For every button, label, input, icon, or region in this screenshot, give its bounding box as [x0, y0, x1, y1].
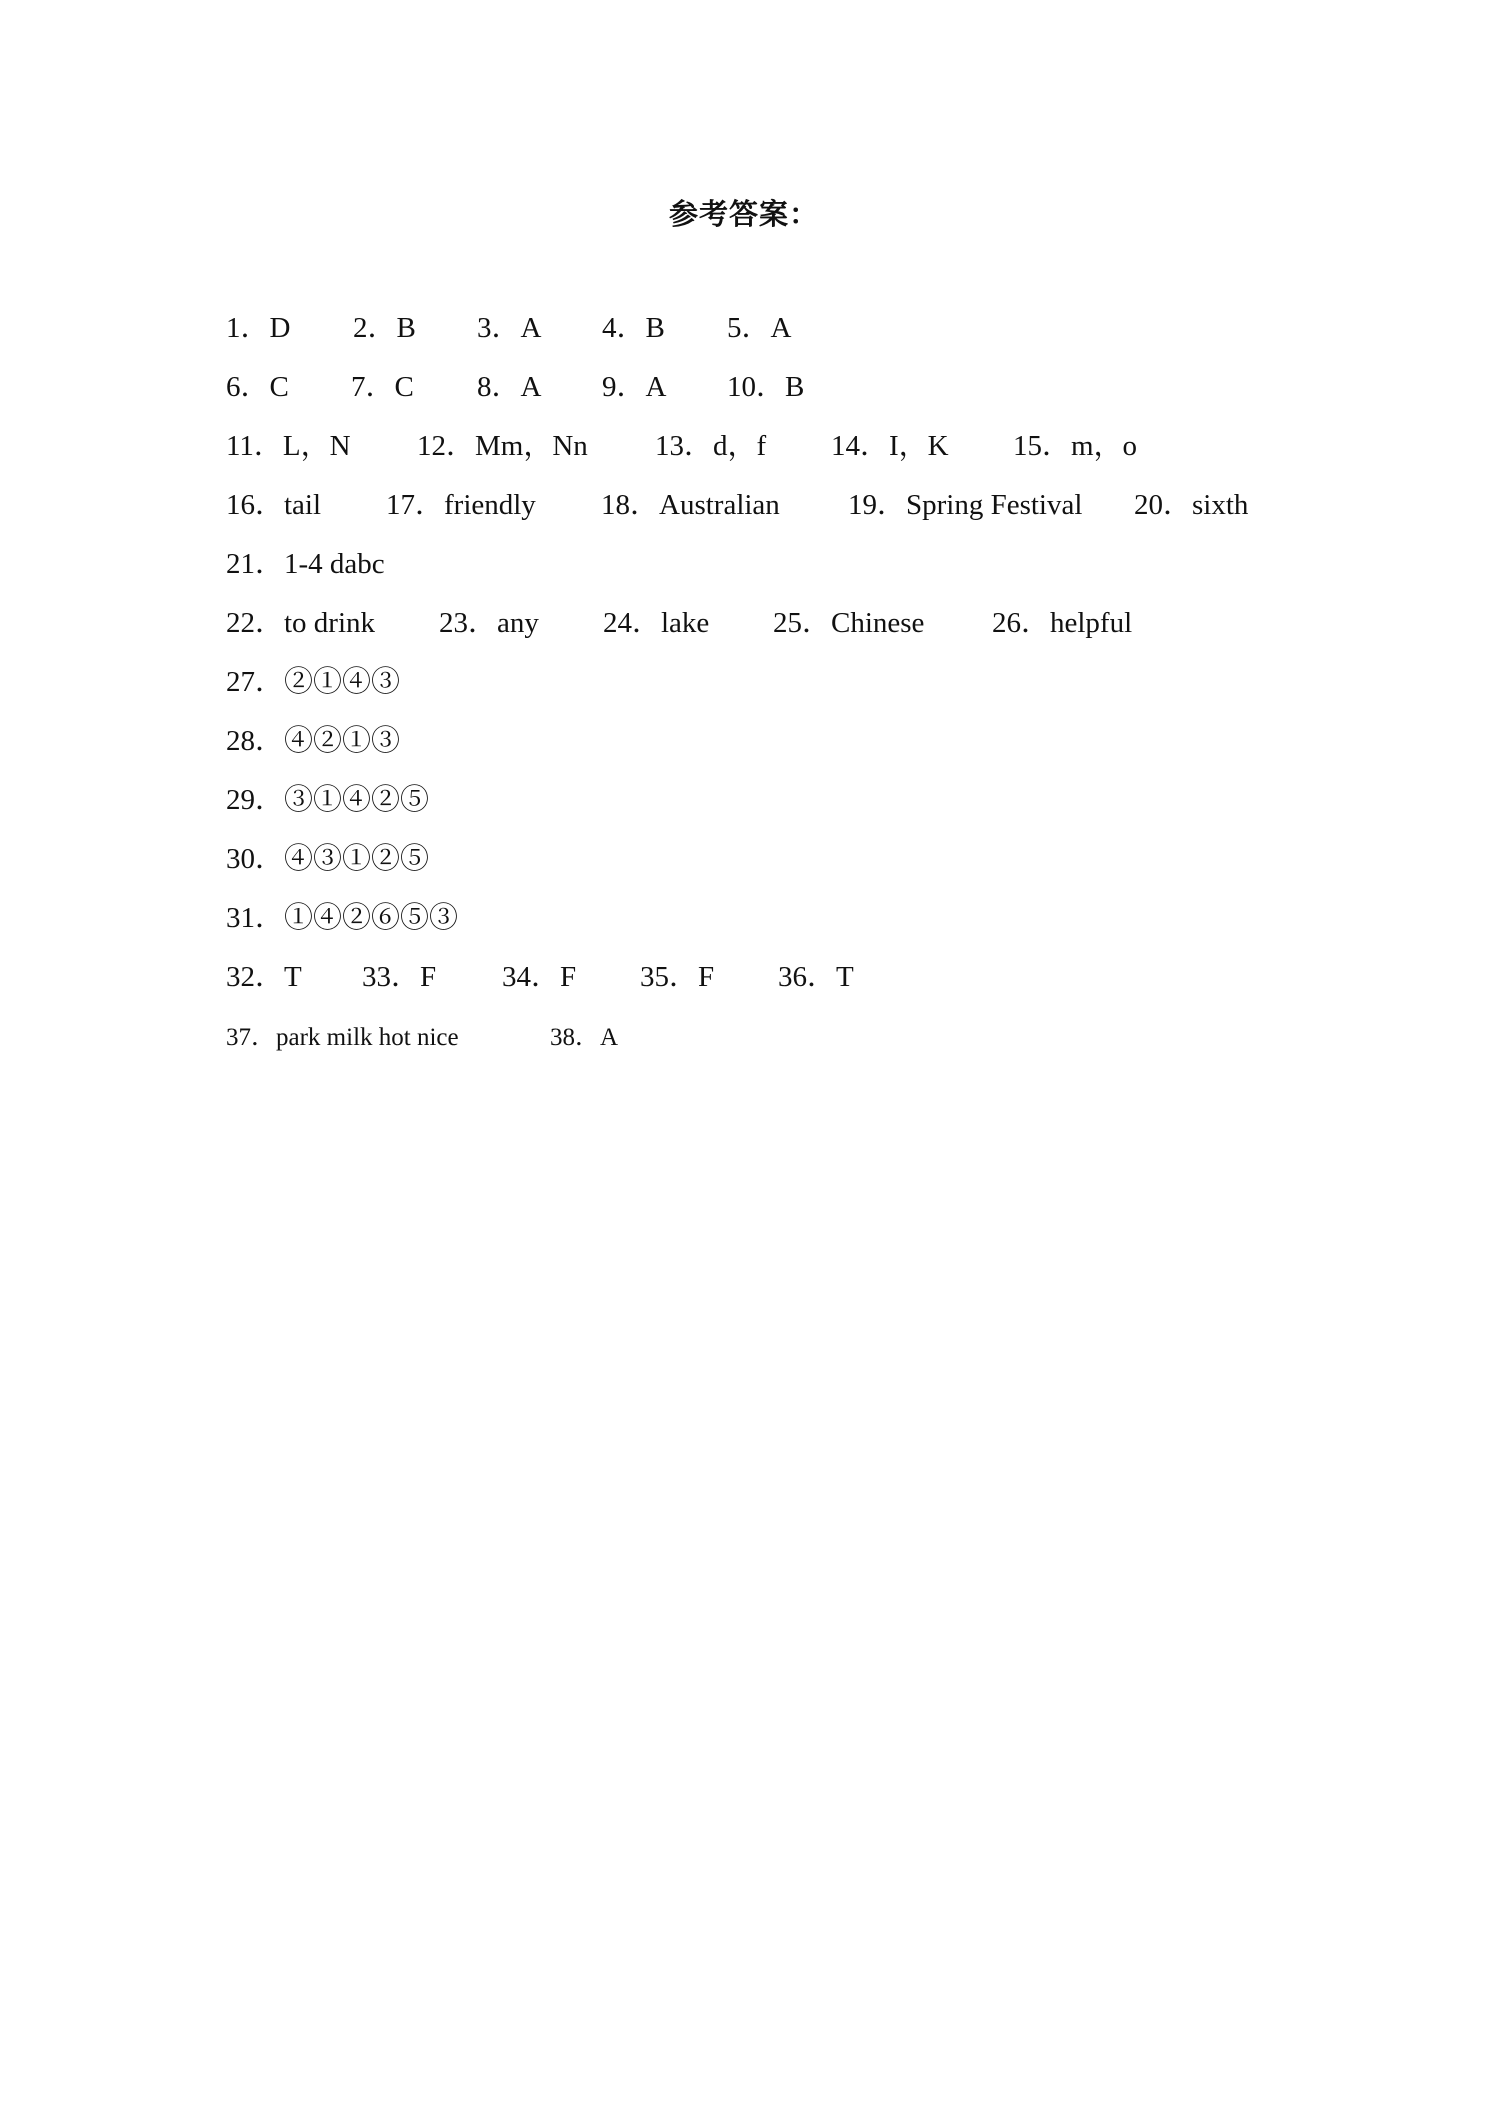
answer-item: 10．B: [727, 371, 805, 403]
answer-item: 15．m，o: [1013, 430, 1138, 462]
answer-item: 9．A: [602, 371, 667, 403]
answer-item: 22．to drink: [226, 607, 376, 639]
answer-item: 12．Mm，Nn: [417, 430, 588, 462]
answer-item: 20．sixth: [1134, 489, 1249, 521]
answer-item: 32．T: [226, 961, 302, 993]
answer-item: 18．Australian: [601, 489, 780, 521]
page-title: 参考答案：: [668, 197, 819, 231]
answer-item: 31．①④②⑥⑤③: [226, 902, 459, 934]
answer-item: 13．d，f: [655, 430, 767, 462]
answer-item: 2．B: [353, 312, 416, 344]
answer-item: 17．friendly: [386, 489, 536, 521]
answer-item: 34．F: [502, 961, 577, 993]
answer-item: 33．F: [362, 961, 437, 993]
answer-item: 25．Chinese: [773, 607, 925, 639]
answer-item: 26．helpful: [992, 607, 1133, 639]
answer-item: 14．I，K: [831, 430, 949, 462]
answer-item: 30．④③①②⑤: [226, 843, 430, 875]
answer-item: 24．lake: [603, 607, 710, 639]
answer-item: 5．A: [727, 312, 792, 344]
answer-item: 29．③①④②⑤: [226, 784, 430, 816]
answer-item: 28．④②①③: [226, 725, 401, 757]
answer-item: 21．1-4 dabc: [226, 548, 385, 580]
answer-item: 1．D: [226, 312, 291, 344]
answer-item: 38．A: [550, 1024, 619, 1051]
answer-item: 8．A: [477, 371, 542, 403]
answer-item: 11．L，N: [226, 430, 351, 462]
answer-item: 6．C: [226, 371, 289, 403]
answer-item: 3．A: [477, 312, 542, 344]
answer-item: 4．B: [602, 312, 665, 344]
answer-item: 27．②①④③: [226, 666, 401, 698]
answer-item: 23．any: [439, 607, 539, 639]
answer-item: 35．F: [640, 961, 715, 993]
answer-item: 7．C: [351, 371, 414, 403]
answer-item: 19．Spring Festival: [848, 489, 1083, 521]
answer-item: 36．T: [778, 961, 854, 993]
answer-item: 16．tail: [226, 489, 322, 521]
answer-item: 37．park milk hot nice: [226, 1024, 459, 1051]
